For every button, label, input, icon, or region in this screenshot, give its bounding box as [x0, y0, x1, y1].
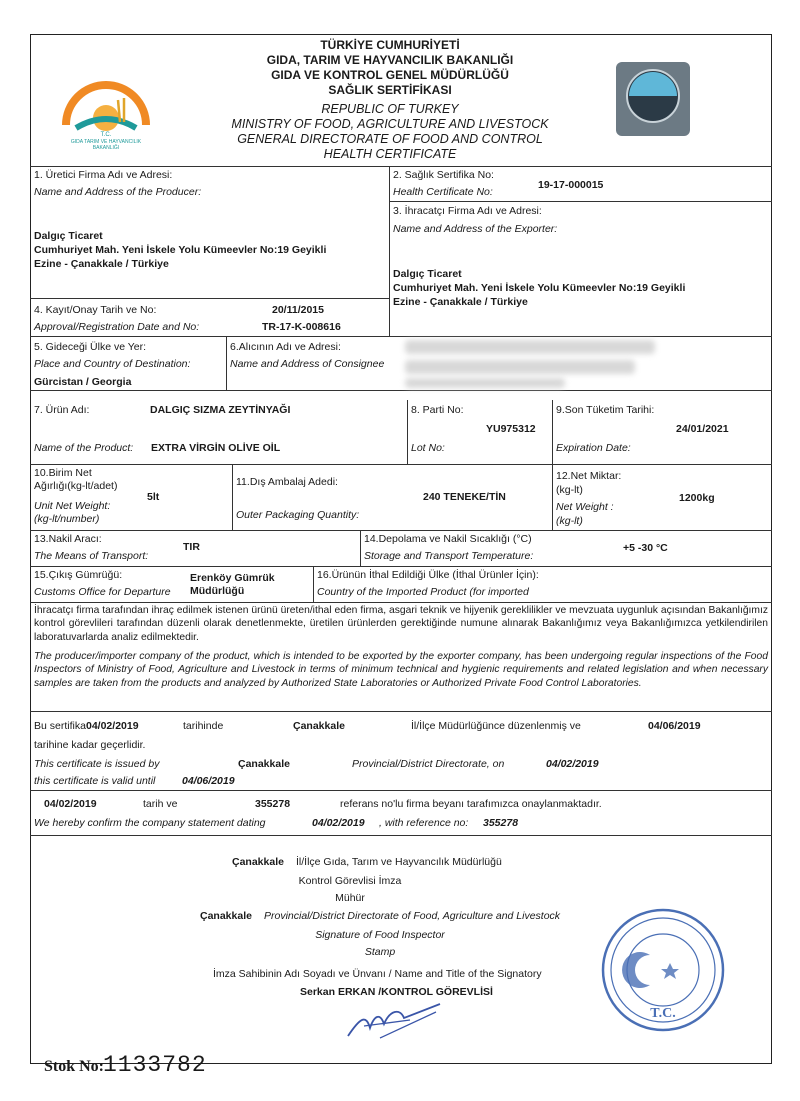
signature-city-tr: Çanakkale: [232, 856, 284, 868]
rule: [30, 530, 772, 531]
exporter-name: Dalgıç Ticaret: [393, 268, 462, 280]
validity-date-1: 04/02/2019: [86, 720, 139, 732]
rule: [360, 530, 361, 566]
confirmation-date: 04/02/2019: [44, 798, 97, 810]
validity-city: Çanakkale: [293, 720, 345, 732]
rule: [389, 166, 390, 336]
logo-tc: T.C.: [100, 132, 112, 138]
net-qty-value: 1200kg: [679, 492, 715, 504]
producer-address-1: Cumhuriyet Mah. Yeni İskele Yolu Kümeevler No:19 Geyikli: [34, 244, 327, 256]
header-en-1: REPUBLIC OF TURKEY: [321, 102, 459, 116]
rule: [30, 298, 389, 299]
rule: [30, 464, 772, 465]
transport-label-tr: 13.Nakil Aracı:: [34, 533, 102, 545]
signatory-label: İmza Sahibinin Adı Soyadı ve Ünvanı / Name and Title of the Signatory: [213, 968, 542, 980]
signature-line1-en: Provincial/District Directorate of Food, Agriculture and Livestock: [264, 910, 561, 922]
rule: [30, 602, 772, 603]
consignee-label-en: Name and Address of Consignee: [230, 358, 385, 370]
net-qty-label-tr-2: (kg-lt): [556, 484, 583, 496]
signatory-name: Serkan ERKAN /KONTROL GÖREVLİSİ: [300, 986, 493, 998]
header-en-2: MINISTRY OF FOOD, AGRICULTURE AND LIVESTOCK: [231, 117, 549, 131]
producer-label-tr: 1. Üretici Firma Adı ve Adresi:: [34, 169, 173, 181]
product-label-en: Name of the Product:: [34, 442, 134, 454]
expiry-label-en: Expiration Date:: [556, 442, 631, 454]
rule: [389, 201, 772, 202]
official-stamp: [598, 905, 728, 1035]
unit-weight-label-tr-1: 10.Birim Net: [34, 467, 92, 479]
producer-address-2: Ezine - Çanakkale / Türkiye: [34, 258, 169, 270]
packaging-label-tr: 11.Dış Ambalaj Adedi:: [236, 476, 338, 488]
customs-value-2: Müdürlüğü: [190, 585, 245, 597]
import-country-label-en: Country of the Imported Product (for imported: [317, 586, 529, 598]
unit-weight-label-en-1: Unit Net Weight:: [34, 500, 111, 512]
storage-value: +5 -30 °C: [623, 542, 668, 554]
header-tr-1: TÜRKİYE CUMHURİYETİ: [320, 38, 460, 52]
signature-line2-en: Signature of Food Inspector: [315, 929, 445, 941]
signature-line1-tr: İl/İlçe Gıda, Tarım ve Hayvancılık Müdürlüğü: [296, 856, 502, 868]
stamp-text: T.C.: [650, 1006, 676, 1021]
handwritten-signature: [340, 998, 450, 1044]
destination-value: Gürcistan / Georgia: [34, 376, 132, 388]
destination-label-en: Place and Country of Destination:: [34, 358, 191, 370]
header-tr-4: SAĞLIK SERTİFİKASI: [328, 83, 452, 97]
validity-tr-a: Bu sertifika: [34, 720, 86, 732]
confirmation-en-a: We hereby confirm the company statement dating: [34, 817, 266, 829]
transport-value: TIR: [183, 541, 200, 553]
logo-name-2: BAKANLIĞI: [92, 145, 120, 151]
redacted-consignee: [405, 378, 565, 388]
certificate-label-en: Health Certificate No:: [393, 186, 493, 198]
rule: [232, 464, 233, 530]
net-qty-label-en-1: Net Weight :: [556, 501, 614, 513]
confirmation-en-b: , with reference no:: [379, 817, 469, 829]
stock-number: 1133782: [103, 1052, 207, 1078]
exporter-address-1: Cumhuriyet Mah. Yeni İskele Yolu Kümeevler No:19 Geyikli: [393, 282, 686, 294]
rule: [552, 400, 553, 464]
storage-label-en: Storage and Transport Temperature:: [364, 550, 534, 562]
exporter-label-en: Name and Address of the Exporter:: [393, 223, 558, 235]
validity-en-c: this certificate is valid until: [34, 775, 156, 787]
lot-value: YU975312: [486, 423, 536, 435]
storage-label-tr: 14.Depolama ve Nakil Sıcaklığı (°C): [364, 533, 532, 545]
redacted-consignee: [405, 340, 655, 354]
header-en-3: GENERAL DIRECTORATE OF FOOD AND CONTROL: [237, 132, 543, 146]
validity-en-b: Provincial/District Directorate, on: [352, 758, 505, 770]
confirmation-ref-en: 355278: [483, 817, 519, 829]
statement-en: The producer/importer company of the product, which is intended to be exported by the exporter company, has been undergoing regular inspections of the Food Inspectors of Ministry of Food, Agriculture and Livestock in terms of minimum technical and hygienic requirements and related legislation and when necessary samples are taken from the products and analyzed by Authorized State Laboratories or Authorized Private Food Control Laboratories.: [34, 651, 768, 689]
packaging-label-en: Outer Packaging Quantity:: [236, 509, 360, 521]
registration-label-tr: 4. Kayıt/Onay Tarih ve No:: [34, 304, 157, 316]
statement-tr: İhracatçı firma tarafından ihraç edilmek istenen ürünü üreten/ithal eden firma, asgari teknik ve hijyenik gereklilikler ve mevzuata uygunluk açısından Bakanlığımız kontrol görevlileri tarafından düzenli olarak denetlenmekte, üretilen ürünlerden gerektiğinde numune alınarak Bakanlığımız veya Bakanlığımızca yetkilendirilen laboratuvarlarda analiz edilmektedir.: [34, 605, 768, 643]
product-name-tr: DALGIÇ SIZMA ZEYTİNYAĞI: [150, 404, 291, 416]
header-tr-3: GIDA VE KONTROL GENEL MÜDÜRLÜĞÜ: [271, 68, 509, 82]
import-country-label-tr: 16.Ürünün İthal Edildiği Ülke (İthal Ürünler İçin):: [317, 569, 539, 581]
logo-name-1: GIDA TARIM VE HAYVANCILIK: [70, 139, 142, 145]
validity-date-2-en: 04/06/2019: [182, 775, 235, 787]
lot-label-en: Lot No:: [411, 442, 445, 454]
rule: [226, 336, 227, 390]
net-qty-label-en-2: (kg-lt): [556, 515, 583, 527]
validity-city-en: Çanakkale: [238, 758, 290, 770]
product-label-tr: 7. Ürün Adı:: [34, 404, 90, 416]
validity-en-a: This certificate is issued by: [34, 758, 160, 770]
exporter-label-tr: 3. İhracatçı Firma Adı ve Adresi:: [393, 205, 542, 217]
signature-line2-tr: Kontrol Görevlisi İmza: [298, 875, 402, 887]
consignee-label-tr: 6.Alıcının Adı ve Adresi:: [230, 341, 341, 353]
confirmation-tr-a: tarih ve: [143, 798, 178, 810]
rule: [30, 566, 772, 567]
rule: [30, 390, 772, 391]
transport-label-en: The Means of Transport:: [34, 550, 149, 562]
validity-tr-d: tarihine kadar geçerlidir.: [34, 739, 146, 751]
signature-line3-tr: Mühür: [335, 892, 365, 904]
certificate-number: 19-17-000015: [538, 179, 604, 191]
signature-line3-en: Stamp: [364, 946, 396, 958]
rule: [30, 336, 772, 337]
redacted-consignee: [405, 360, 635, 374]
expiry-value: 24/01/2021: [676, 423, 729, 435]
exporter-address-2: Ezine - Çanakkale / Türkiye: [393, 296, 528, 308]
lot-label-tr: 8. Parti No:: [411, 404, 464, 416]
expiry-label-tr: 9.Son Tüketim Tarihi:: [556, 404, 655, 416]
product-name-en: EXTRA VİRGİN OLİVE OİL: [151, 442, 281, 454]
validity-date-1-en: 04/02/2019: [546, 758, 599, 770]
unit-weight-value: 5lt: [147, 491, 160, 503]
producer-name: Dalgıç Ticaret: [34, 230, 103, 242]
validity-tr-c: İl/İlçe Müdürlüğünce düzenlenmiş ve: [411, 720, 581, 732]
destination-label-tr: 5. Gideceği Ülke ve Yer:: [34, 341, 147, 353]
unit-weight-label-tr-2: Ağırlığı(kg-lt/adet): [34, 480, 118, 492]
unit-weight-label-en-2: (kg-lt/number): [34, 513, 100, 525]
rule: [30, 835, 772, 836]
rule: [313, 566, 314, 602]
registration-label-en: Approval/Registration Date and No:: [34, 321, 200, 333]
rule: [30, 166, 772, 167]
validity-date-2: 04/06/2019: [648, 720, 701, 732]
confirmation-tr-b: referans no'lu firma beyanı tarafımızca onaylanmaktadır.: [340, 798, 602, 810]
rule: [30, 790, 772, 791]
rule: [30, 711, 772, 712]
confirmation-ref: 355278: [255, 798, 291, 810]
customs-label-tr: 15.Çıkış Gümrüğü:: [34, 569, 123, 581]
customs-label-en: Customs Office for Departure: [34, 586, 171, 598]
validity-tr-b: tarihinde: [183, 720, 224, 732]
customs-value-1: Erenköy Gümrük: [190, 572, 275, 584]
certificate-label-tr: 2. Sağlık Sertifika No:: [393, 169, 494, 181]
producer-label-en: Name and Address of the Producer:: [34, 186, 202, 198]
header-en-4: HEALTH CERTIFICATE: [323, 147, 457, 161]
header-tr-2: GIDA, TARIM VE HAYVANCILIK BAKANLIĞI: [266, 53, 514, 67]
registration-date: 20/11/2015: [272, 304, 324, 316]
signature-city-en: Çanakkale: [200, 910, 252, 922]
confirmation-date-en: 04/02/2019: [312, 817, 365, 829]
rule: [552, 464, 553, 530]
stock-label: Stok No:: [44, 1058, 105, 1075]
packaging-value: 240 TENEKE/TİN: [423, 491, 506, 503]
net-qty-label-tr-1: 12.Net Miktar:: [556, 470, 622, 482]
rule: [407, 400, 408, 464]
registration-number: TR-17-K-008616: [262, 321, 341, 333]
